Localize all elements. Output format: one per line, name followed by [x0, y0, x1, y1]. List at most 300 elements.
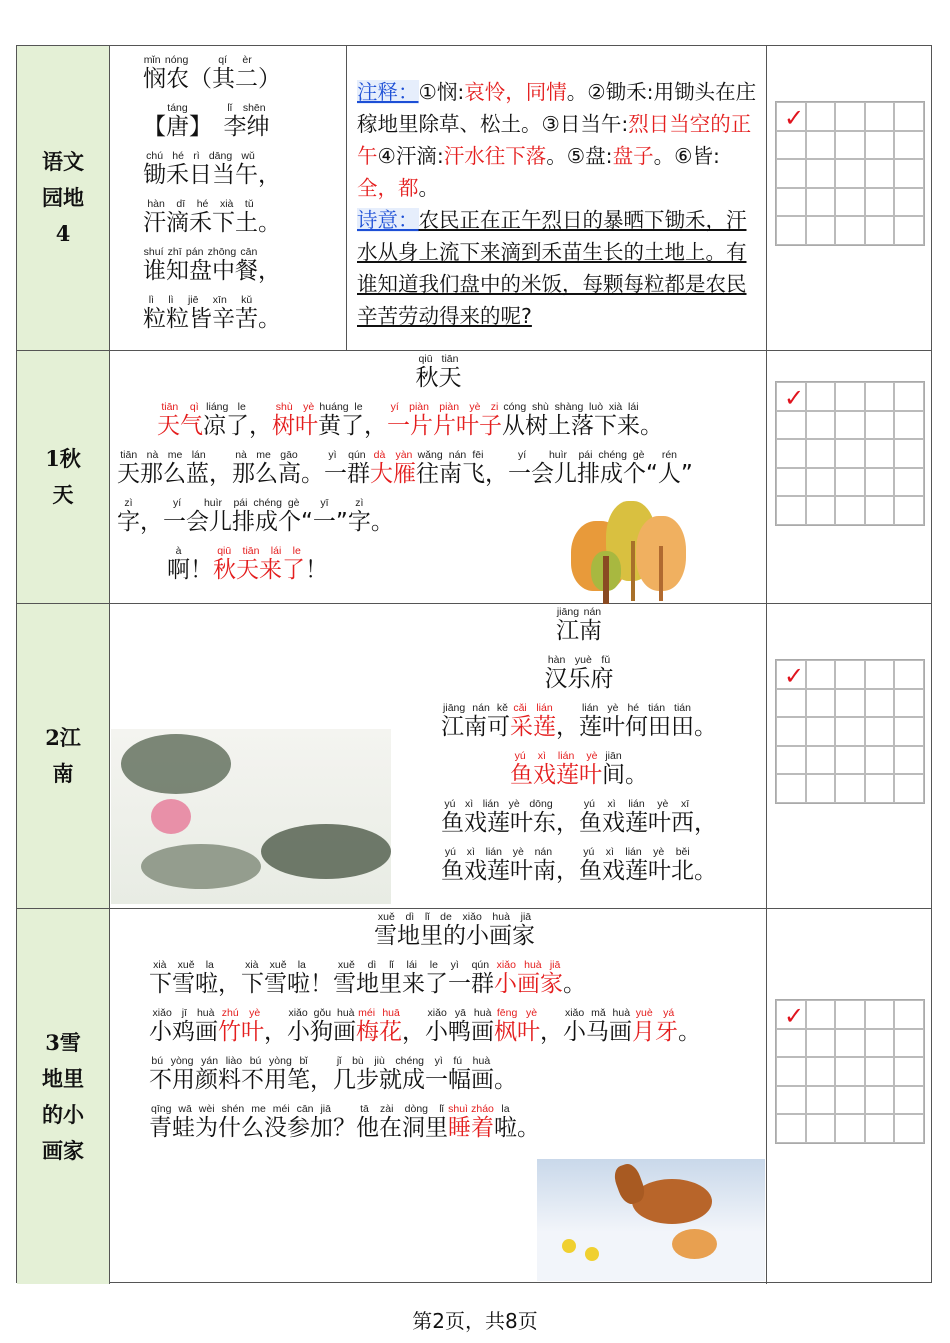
- pinyin-word: [657, 449, 681, 487]
- pinyin: nà me gāo: [232, 449, 301, 461]
- hanzi: 鱼戏莲叶东: [441, 810, 556, 836]
- hanzi: 排成个: [577, 461, 646, 487]
- text-line: [394, 798, 764, 846]
- row-label-cell: [17, 351, 110, 603]
- punctuation: ，: [310, 1067, 333, 1093]
- pinyin-word: [494, 1007, 540, 1045]
- content-cell: [109, 46, 767, 350]
- pinyin: yì qún: [324, 449, 370, 461]
- grid-cell: [894, 102, 924, 131]
- pinyin-word: [143, 294, 258, 332]
- pinyin: huáng le: [318, 401, 364, 413]
- poem-minnong: [109, 46, 347, 350]
- pinyin-word: [143, 54, 189, 92]
- hanzi: 天气: [157, 413, 203, 439]
- pinyin: jiān: [602, 750, 625, 762]
- pinyin-word: [370, 449, 416, 487]
- grid-cell: [894, 1057, 924, 1086]
- grid-cell: [894, 746, 924, 775]
- grid-cell: [835, 1114, 865, 1143]
- hanzi: 字: [347, 509, 371, 535]
- pinyin: tā zài dòng lǐ: [356, 1103, 448, 1115]
- text-line: [394, 846, 764, 894]
- pinyin-word: [272, 401, 318, 439]
- pinyin-word: [508, 449, 577, 487]
- pinyin: xiǎo gǒu huà: [287, 1007, 356, 1019]
- snow-text: [109, 911, 764, 1151]
- grid-cell: [806, 1029, 836, 1058]
- grid-cell: [894, 159, 924, 188]
- pinyin-word: [149, 959, 218, 997]
- text-line: [149, 1055, 760, 1103]
- grid-cell: [835, 382, 865, 411]
- grid-cell: [894, 411, 924, 440]
- grid-cell: [806, 1114, 836, 1143]
- row-jiangnan: [17, 604, 931, 909]
- content-cell: [109, 909, 767, 1284]
- grid-cell: [806, 717, 836, 746]
- pinyin-word: [143, 198, 258, 236]
- hanzi: 青蛙为什么没参加: [149, 1115, 333, 1141]
- hanzi: 往南飞: [416, 461, 485, 487]
- hanzi: 采莲: [510, 714, 556, 740]
- pinyin: yú xì lián yè xī: [579, 798, 694, 810]
- pinyin: yú xì lián yè: [510, 750, 602, 762]
- hanzi: 鱼戏莲叶北: [579, 858, 694, 884]
- pinyin-word: [117, 497, 140, 535]
- hanzi: 人: [657, 461, 681, 487]
- text-line: [149, 1007, 760, 1055]
- grid-cell: [806, 746, 836, 775]
- punctuation: ，: [485, 461, 508, 487]
- punctuation: ，: [258, 258, 281, 284]
- pinyin: méi huā: [356, 1007, 402, 1019]
- hanzi: 啦: [494, 1115, 517, 1141]
- pinyin-word: [149, 1103, 333, 1141]
- text-line: [117, 449, 760, 497]
- note-text: 汗水往下落: [443, 144, 547, 168]
- grid-cell: [835, 689, 865, 718]
- pinyin: lián yè hé tián tián: [579, 702, 694, 714]
- pinyin: rén: [657, 449, 681, 461]
- grid-cell: [835, 1086, 865, 1115]
- hanzi: 粒粒皆辛苦: [143, 306, 258, 332]
- grid-cell: [894, 774, 924, 803]
- grid-cell: [894, 468, 924, 497]
- pinyin: liáng le: [203, 401, 249, 413]
- hanzi: 下雪啦: [149, 971, 218, 997]
- hanzi: 鱼戏莲叶: [510, 762, 602, 788]
- text-line: [143, 102, 345, 150]
- hanzi: 小狗画: [287, 1019, 356, 1045]
- text-line: [394, 654, 764, 702]
- pinyin-word: [157, 401, 203, 439]
- grid-cell: [894, 1086, 924, 1115]
- punctuation: “: [301, 509, 313, 535]
- pinyin-word: [356, 1103, 448, 1141]
- grid-cell: [894, 216, 924, 245]
- punctuation: 。: [694, 714, 717, 740]
- grid-cell: [776, 188, 806, 217]
- pinyin: yú xì lián yè nán: [441, 846, 556, 858]
- pinyin-word: [166, 102, 189, 140]
- grid-cell: [835, 1000, 865, 1029]
- grid-cell: [806, 689, 836, 718]
- note-label: 注释：: [357, 80, 419, 104]
- punctuation: ，: [140, 509, 163, 535]
- grid-cell: [865, 1029, 895, 1058]
- note-text: ④汗滴:: [377, 144, 444, 168]
- pinyin-word: [441, 798, 556, 836]
- row-label: 3雪地里的小画家: [42, 1029, 84, 1163]
- grid-cell: [776, 1114, 806, 1143]
- grid-cell: [865, 1086, 895, 1115]
- pinyin: lì lì jiē xīn kǔ: [143, 294, 258, 306]
- punctuation: ，: [402, 1019, 425, 1045]
- punctuation: 。: [517, 1115, 540, 1141]
- pinyin-word: [448, 1103, 494, 1141]
- hanzi: 谁知盘中餐: [143, 258, 258, 284]
- pinyin: à: [167, 545, 190, 557]
- pinyin-word: [213, 545, 305, 583]
- content-cell: [109, 351, 767, 603]
- pinyin-word: [241, 959, 310, 997]
- text-line: [117, 401, 760, 449]
- pinyin-word: [163, 497, 232, 535]
- punctuation: ”: [335, 509, 348, 535]
- practice-cell: [766, 351, 931, 603]
- punctuation: 。: [258, 210, 281, 236]
- hanzi: 大雁: [370, 461, 416, 487]
- pinyin: xià xuě la: [149, 959, 218, 971]
- grid-cell: [894, 188, 924, 217]
- pinyin-word: [494, 1103, 517, 1141]
- hanzi: 李绅: [223, 114, 270, 140]
- check-mark-icon: ✓: [784, 1002, 805, 1030]
- punctuation: ，: [249, 413, 272, 439]
- pinyin: zhú yè: [218, 1007, 264, 1019]
- punctuation: 。: [625, 762, 648, 788]
- hanzi: 江南: [556, 618, 602, 644]
- pinyin: jiāng nán: [556, 606, 602, 618]
- pinyin-word: [312, 497, 336, 535]
- punctuation: 。: [678, 1019, 701, 1045]
- grid-cell: [865, 411, 895, 440]
- grid-cell: [894, 131, 924, 160]
- grid-cell: [806, 439, 836, 468]
- pinyin-word: [203, 401, 249, 439]
- hanzi: 其二: [212, 66, 258, 92]
- hanzi: 锄禾日当午: [143, 162, 258, 188]
- practice-cell: [766, 604, 931, 908]
- pinyin-word: [579, 702, 694, 740]
- grid-cell: [806, 188, 836, 217]
- pinyin: yí huìr: [508, 449, 577, 461]
- lesson-table: [16, 45, 932, 1283]
- hanzi: 间: [602, 762, 625, 788]
- hanzi: 汉乐府: [544, 666, 614, 692]
- grid-cell: [806, 131, 836, 160]
- pinyin-word: [577, 449, 646, 487]
- pinyin-word: [287, 1007, 356, 1045]
- grid-cell: [776, 159, 806, 188]
- grid-cell: [894, 689, 924, 718]
- punctuation: 。: [494, 1067, 517, 1093]
- punctuation: 】: [189, 114, 224, 140]
- hanzi: 汗滴禾下土: [143, 210, 258, 236]
- hanzi: 梅花: [356, 1019, 402, 1045]
- note-text: 。⑤盘:: [546, 144, 613, 168]
- pinyin: yú xì lián yè běi: [579, 846, 694, 858]
- grid-cell: [835, 717, 865, 746]
- hanzi: 一会儿: [508, 461, 577, 487]
- grid-cell: [835, 216, 865, 245]
- autumn-text: [109, 353, 764, 593]
- text-line: [117, 545, 760, 593]
- grid-cell: [835, 746, 865, 775]
- punctuation: ”: [680, 461, 693, 487]
- grid-cell: [776, 1086, 806, 1115]
- grid-cell: [865, 216, 895, 245]
- hanzi: 那么高: [232, 461, 301, 487]
- pinyin-word: [318, 401, 364, 439]
- pinyin: xuě dì lǐ lái le yì qún: [333, 959, 494, 971]
- grid-cell: [894, 382, 924, 411]
- hanzi: 一会儿: [163, 509, 232, 535]
- grid-cell: [865, 774, 895, 803]
- grid-cell: [776, 1029, 806, 1058]
- text-line: [143, 150, 345, 198]
- punctuation: 。: [370, 509, 394, 535]
- pinyin: lǐ shēn: [223, 102, 270, 114]
- row-snow-painters: [17, 909, 931, 1284]
- grid-cell: [835, 468, 865, 497]
- grid-cell: [806, 102, 836, 131]
- grid-cell: [835, 411, 865, 440]
- pinyin: jiāng nán kě: [441, 702, 510, 714]
- pinyin: yú xì lián yè dōng: [441, 798, 556, 810]
- grid-cell: [835, 439, 865, 468]
- punctuation: ，: [364, 413, 387, 439]
- pinyin-word: [441, 846, 556, 884]
- grid-cell: [894, 1029, 924, 1058]
- practice-cell: [766, 46, 931, 350]
- pinyin-word: [441, 702, 510, 740]
- pinyin-word: [387, 401, 502, 439]
- grid-cell: [835, 159, 865, 188]
- hanzi: 睡着: [448, 1115, 494, 1141]
- punctuation: 。: [258, 306, 281, 332]
- pinyin: cǎi lián: [510, 702, 556, 714]
- pinyin: hàn yuè fǔ: [544, 654, 614, 666]
- row-label: 语文园地4: [42, 149, 84, 246]
- text-line: [117, 497, 760, 545]
- pinyin: yí piàn piàn yè zi: [387, 401, 502, 413]
- punctuation: ，: [556, 810, 579, 836]
- pinyin: zì: [117, 497, 140, 509]
- pinyin-word: [602, 750, 625, 788]
- pinyin: pái chéng gè: [232, 497, 301, 509]
- note-text: 。⑥皆:: [653, 144, 720, 168]
- text-line: [143, 294, 345, 342]
- hanzi: 小马画: [563, 1019, 632, 1045]
- pinyin-word: [544, 654, 614, 692]
- grid-cell: [776, 1057, 806, 1086]
- jiangnan-text: [394, 606, 764, 894]
- pinyin: yí huìr: [163, 497, 232, 509]
- punctuation: 【: [143, 114, 166, 140]
- hanzi: 秋天: [415, 365, 462, 391]
- grid-cell: [835, 188, 865, 217]
- grid-cell: [865, 439, 895, 468]
- grid-cell: [894, 496, 924, 525]
- punctuation: ，: [218, 971, 241, 997]
- grid-cell: [894, 1000, 924, 1029]
- pinyin: qí èr: [212, 54, 258, 66]
- pinyin: chú hé rì dāng wǔ: [143, 150, 258, 162]
- pinyin: mǐn nóng: [143, 54, 189, 66]
- grid-cell: [865, 496, 895, 525]
- poem-notes: [357, 76, 757, 332]
- row-label-cell: [17, 46, 110, 350]
- pinyin: táng: [166, 102, 189, 114]
- grid-cell: [865, 1057, 895, 1086]
- hanzi: 一群: [324, 461, 370, 487]
- note-text: 。②锄禾:用锄头在庄稼地里除草、松土。③日当午:: [357, 80, 757, 136]
- grid-cell: [776, 468, 806, 497]
- punctuation: ！: [305, 557, 328, 583]
- grid-cell: [865, 159, 895, 188]
- hanzi: 啊: [167, 557, 190, 583]
- pinyin: shuì zháo: [448, 1103, 494, 1115]
- page-number: 第2页，共8页: [412, 1309, 538, 1333]
- row-yuwen-yuandi: [17, 46, 931, 351]
- pinyin-word: [143, 150, 258, 188]
- punctuation: ？: [333, 1115, 356, 1141]
- grid-cell: [865, 689, 895, 718]
- hanzi: 几步就成一幅画: [333, 1067, 494, 1093]
- text-line: [394, 750, 764, 798]
- pinyin-word: [356, 1007, 402, 1045]
- pinyin-word: [223, 102, 270, 140]
- hanzi: 雪地里的小画家: [374, 923, 535, 949]
- grid-cell: [776, 717, 806, 746]
- pinyin-word: [632, 1007, 678, 1045]
- grid-cell: [835, 131, 865, 160]
- pinyin-word: [143, 246, 258, 284]
- grid-cell: [776, 496, 806, 525]
- pinyin-word: [510, 702, 556, 740]
- pinyin: jǐ bù jiù chéng yì fú huà: [333, 1055, 494, 1067]
- punctuation: ！: [190, 557, 213, 583]
- text-line: [149, 911, 760, 959]
- hanzi: 凉了: [203, 413, 249, 439]
- hanzi: 江南可: [441, 714, 510, 740]
- pinyin: qiū tiān lái le: [213, 545, 305, 557]
- grid-cell: [835, 660, 865, 689]
- pinyin: dà yàn: [370, 449, 416, 461]
- grid-cell: [835, 1029, 865, 1058]
- content-cell: [109, 604, 767, 908]
- grid-cell: [865, 746, 895, 775]
- grid-cell: [865, 102, 895, 131]
- pinyin-word: [579, 846, 694, 884]
- pinyin-word: [563, 1007, 632, 1045]
- hanzi: 从树上落下来: [502, 413, 640, 439]
- grid-cell: [806, 411, 836, 440]
- check-mark-icon: ✓: [784, 104, 805, 132]
- pinyin-word: [416, 449, 485, 487]
- note-text: 。: [418, 176, 439, 200]
- grid-cell: [776, 746, 806, 775]
- grid-cell: [776, 689, 806, 718]
- grid-cell: [806, 159, 836, 188]
- pinyin-word: [494, 959, 563, 997]
- grid-cell: [776, 439, 806, 468]
- pinyin: xuě dì lǐ de xiǎo huà jiā: [374, 911, 535, 923]
- grid-cell: [806, 468, 836, 497]
- grid-cell: [776, 131, 806, 160]
- hanzi: 小鸭画: [425, 1019, 494, 1045]
- pinyin-word: [212, 54, 258, 92]
- note-text: 盘子: [612, 144, 654, 168]
- pinyin: xiǎo yā huà: [425, 1007, 494, 1019]
- grid-cell: [835, 102, 865, 131]
- punctuation: ，: [540, 1019, 563, 1045]
- grid-cell: [865, 1114, 895, 1143]
- punctuation: 。: [694, 858, 717, 884]
- note-text: ①悯:: [418, 80, 465, 104]
- grid-cell: [865, 717, 895, 746]
- pinyin: tiān qì: [157, 401, 203, 413]
- row-label-cell: [17, 909, 110, 1284]
- grid-cell: [806, 660, 836, 689]
- check-mark-icon: ✓: [784, 384, 805, 412]
- pinyin-word: [149, 1007, 218, 1045]
- grid-cell: [806, 382, 836, 411]
- hanzi: 唐: [166, 114, 189, 140]
- grid-cell: [835, 774, 865, 803]
- grid-cell: [776, 774, 806, 803]
- text-line: [143, 246, 345, 294]
- pinyin-word: [415, 353, 462, 391]
- grid-cell: [894, 717, 924, 746]
- text-line: [117, 353, 760, 401]
- grid-cell: [835, 496, 865, 525]
- punctuation: 。: [563, 971, 586, 997]
- pinyin-word: [502, 401, 640, 439]
- text-line: [149, 959, 760, 1007]
- pinyin-word: [510, 750, 602, 788]
- grid-cell: [894, 439, 924, 468]
- grid-cell: [776, 411, 806, 440]
- pinyin: yuè yá: [632, 1007, 678, 1019]
- pinyin-word: [333, 1055, 494, 1093]
- punctuation: “: [646, 461, 658, 487]
- punctuation: （: [189, 66, 212, 92]
- hanzi: 一: [312, 509, 336, 535]
- pinyin: wǎng nán fēi: [416, 449, 485, 461]
- pinyin: shù yè: [272, 401, 318, 413]
- lotus-painting-image: [111, 729, 391, 904]
- note-text: 哀怜，同情: [464, 80, 567, 104]
- hanzi: 鱼戏莲叶西: [579, 810, 694, 836]
- pinyin: la: [494, 1103, 517, 1115]
- pinyin: tiān nà me lán: [117, 449, 209, 461]
- pinyin-word: [374, 911, 535, 949]
- pinyin-word: [579, 798, 694, 836]
- hanzi: 雪地里来了一群: [333, 971, 494, 997]
